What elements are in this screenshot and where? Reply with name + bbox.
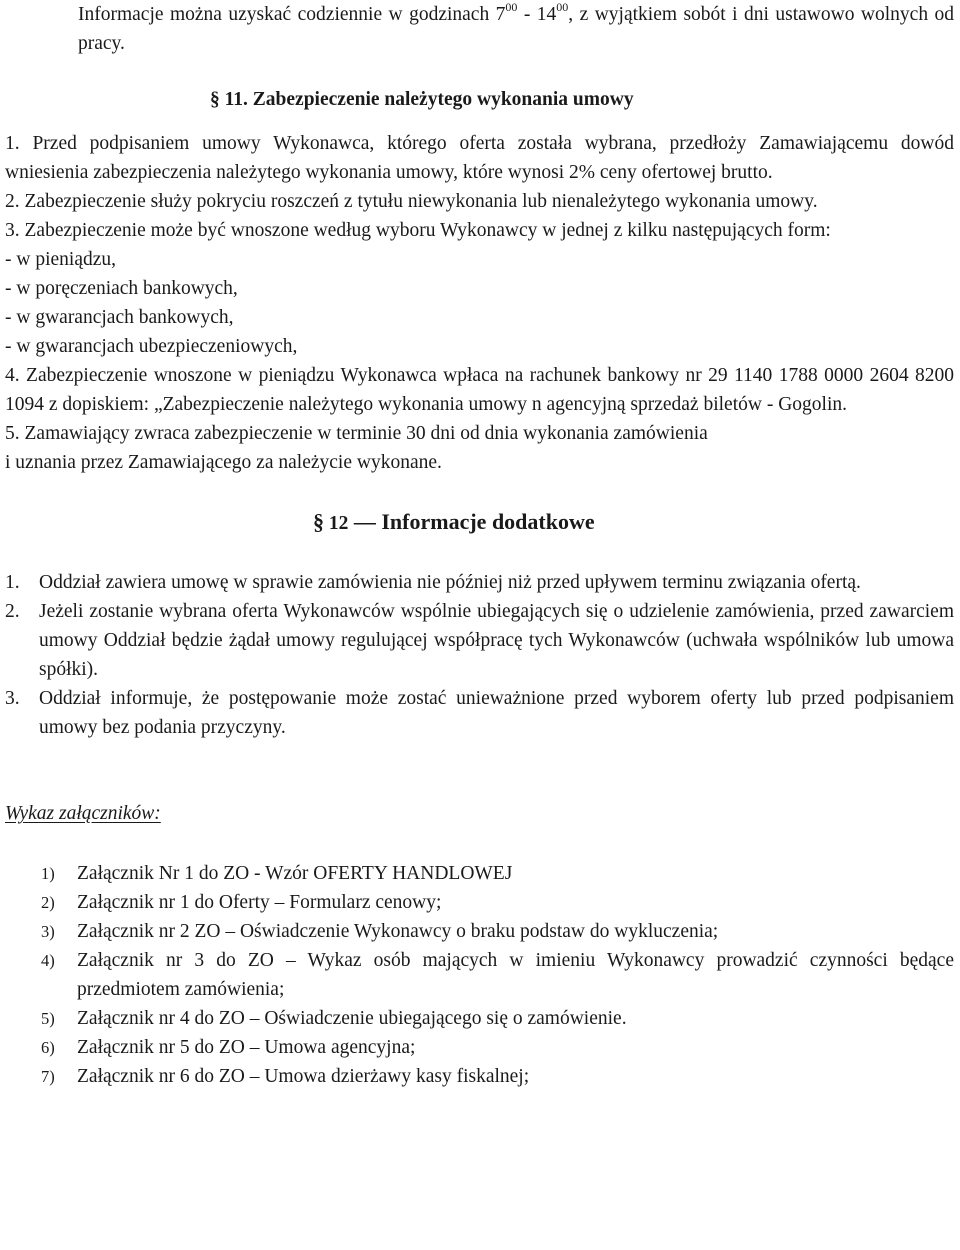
attachment-item — [41, 917, 954, 946]
attachments-heading: Wykaz załączników: — [5, 803, 161, 824]
attachment-number: 7) — [41, 1067, 55, 1086]
attachment-text: Załącznik nr 4 do ZO – Oświadczenie ubiegającego się o zamówienie. — [77, 1008, 627, 1029]
attachment-text: Załącznik nr 2 ZO – Oświadczenie Wykonawcy o braku podstaw do wykluczenia; — [77, 921, 719, 942]
intro-text: - 14 — [517, 4, 557, 25]
list-item — [5, 597, 954, 684]
intro-hour-superscript: 00 — [505, 0, 518, 14]
attachment-number: 2) — [41, 893, 55, 912]
section-12-number: 12 — [324, 513, 349, 534]
attachment-item — [41, 859, 954, 888]
list-item-text: Oddział zawiera umowę w sprawie zamówienia nie później niż przed upływem terminu związania ofertą. — [39, 572, 861, 593]
section-11-point-5-line-1: 5. Zamawiający zwraca zabezpieczenie w terminie 30 dni od dnia wykonania zamówienia — [5, 423, 708, 444]
attachment-item — [41, 1062, 954, 1091]
security-form-item: - w gwarancjach bankowych, — [5, 307, 234, 328]
section-12-list — [5, 568, 954, 742]
section-12-heading — [5, 507, 954, 538]
list-item — [5, 684, 954, 742]
attachment-number: 4) — [41, 951, 55, 970]
section-11-point-5-line-2: i uznania przez Zamawiającego za należycie wykonane. — [5, 452, 442, 473]
intro-text: , z wyjątkiem sobót i dni ustawowo wolnych od pracy. — [78, 4, 955, 54]
attachment-number: 6) — [41, 1038, 55, 1057]
attachment-number: 1) — [41, 864, 55, 883]
list-item-text: Jeżeli zostanie wybrana oferta Wykonawców wspólnie ubiegających się o udzielenie zamówienia, przed zawarciem umowy Oddział będzie żądał umowy regulującej współpracę tych Wykonawców (uchwała wspólników lub umowa spółki). — [39, 601, 954, 680]
intro-hour-superscript: 00 — [556, 0, 569, 14]
attachment-number: 3) — [41, 922, 55, 941]
list-item-number: 2. — [5, 601, 20, 622]
attachment-text: Załącznik nr 6 do ZO – Umowa dzierżawy kasy fiskalnej; — [77, 1066, 530, 1087]
list-item-number: 3. — [5, 688, 20, 709]
list-item-text: Oddział informuje, że postępowanie może zostać unieważnione przed wyborem oferty lub przed podpisaniem umowy bez podania przyczyny. — [39, 688, 954, 738]
section-11-title: 11. Zabezpieczenie należytego wykonania umowy — [219, 89, 634, 110]
section-12-title: Informacje dodatkowe — [375, 509, 595, 534]
attachment-item — [41, 1004, 954, 1033]
attachment-text: Załącznik nr 1 do Oferty – Formularz cenowy; — [77, 892, 442, 913]
list-item — [5, 568, 954, 597]
section-11-point-4: 4. Zabezpieczenie wnoszone w pieniądzu Wykonawca wpłaca na rachunek bankowy nr 29 1140 1788 0000 2604 8200 1094 z dopiskiem: „Zabezpieczenie należytego wykonania umowy n agencyjną sprzedaż biletów - Gogolin. — [5, 365, 954, 415]
attachment-text: Załącznik Nr 1 do ZO - Wzór OFERTY HANDLOWEJ — [77, 863, 513, 884]
paragraph-symbol: § — [210, 89, 220, 110]
attachment-text: Załącznik nr 3 do ZO – Wykaz osób mających w imieniu Wykonawcy prowadzić czynności będące przedmiotem zamówienia; — [77, 950, 954, 1000]
attachment-number: 5) — [41, 1009, 55, 1028]
section-12-dash: — — [348, 509, 376, 534]
section-11-point-1: 1. Przed podpisaniem umowy Wykonawca, którego oferta została wybrana, przedłoży Zamawiającemu dowód wniesienia zabezpieczenia należytego wykonania umowy, które wynosi 2% ceny ofertowej brutto. — [5, 133, 954, 183]
attachments-list — [5, 859, 954, 1091]
paragraph-symbol: § — [313, 509, 324, 534]
security-form-item: - w gwarancjach ubezpieczeniowych, — [5, 336, 298, 357]
intro-text: Informacje można uzyskać codziennie w godzinach 7 — [78, 4, 506, 25]
list-item-number: 1. — [5, 572, 20, 593]
section-11-heading — [5, 85, 954, 114]
security-form-item: - w poręczeniach bankowych, — [5, 278, 238, 299]
intro-paragraph — [5, 0, 954, 58]
attachment-item — [41, 946, 954, 1004]
section-11-point-3: 3. Zabezpieczenie może być wnoszone według wyboru Wykonawcy w jednej z kilku następujących form: — [5, 220, 831, 241]
attachment-item — [41, 888, 954, 917]
attachment-text: Załącznik nr 5 do ZO – Umowa agencyjna; — [77, 1037, 416, 1058]
attachment-item — [41, 1033, 954, 1062]
security-form-item: - w pieniądzu, — [5, 249, 117, 270]
section-11-point-2: 2. Zabezpieczenie służy pokryciu roszczeń z tytułu niewykonania lub nienależytego wykonania umowy. — [5, 191, 818, 212]
